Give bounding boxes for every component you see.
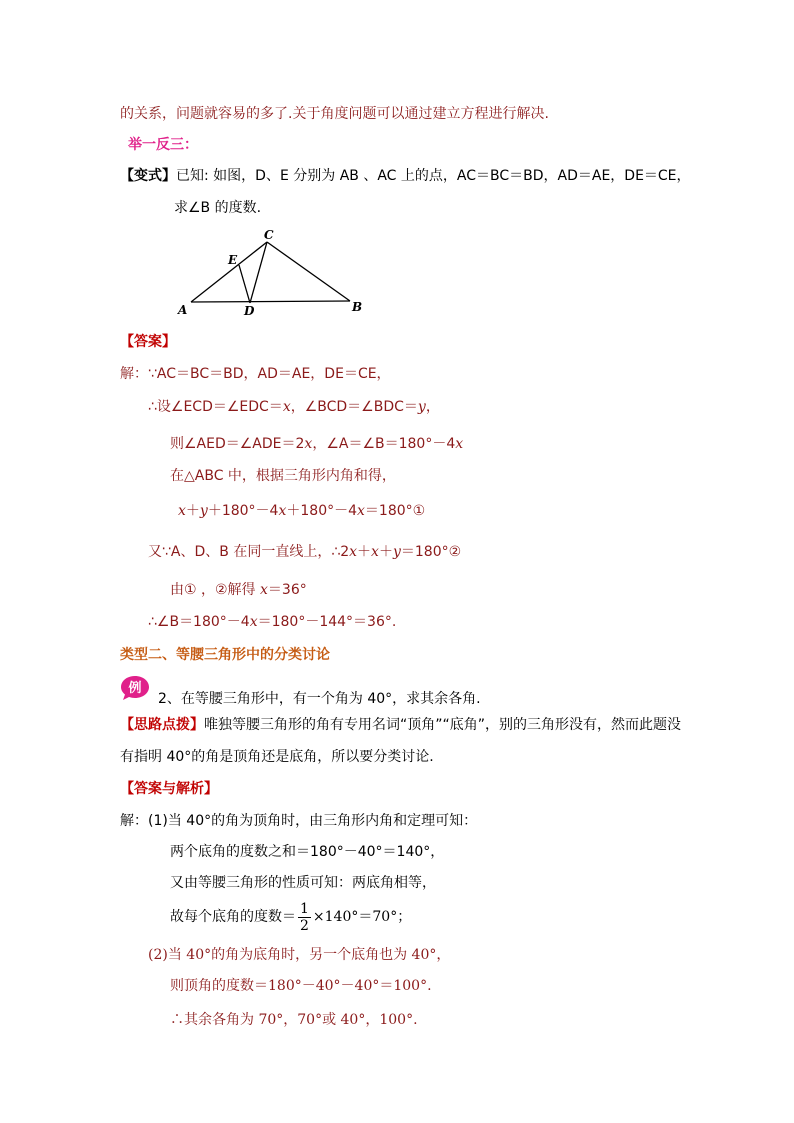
var-x: x (455, 436, 464, 452)
fraction-numerator: 1 (300, 900, 309, 917)
s2-part-c: ， (425, 399, 440, 415)
answer-analysis-label: 【答案与解析】 (120, 781, 218, 797)
var-y: y (199, 503, 208, 519)
label-D: D (244, 304, 255, 318)
eq1-part-d: ＝180°① (364, 503, 426, 519)
analysis-line-3: 又由等腰三角形的性质可知：两底角相等， (170, 875, 436, 891)
variant-problem (120, 166, 691, 186)
s7-part-a: 由① ，②解得 (170, 582, 256, 598)
label-B: B (352, 300, 363, 314)
triangle-figure (170, 226, 370, 321)
hint-line-2: 有指明 40°的角是顶角还是底角，所以要分类讨论. (120, 749, 434, 765)
s8-part-b: ＝180°－144°＝36°. (257, 614, 397, 630)
segment-BC (267, 242, 350, 301)
s8-part-a: ∴∠B＝180°－4 (148, 614, 250, 630)
label-E: E (228, 253, 238, 267)
var-x: x (260, 582, 268, 598)
eq2-part-d: ＝180°② (400, 544, 462, 560)
eq1-plus: ＋ (185, 503, 200, 519)
example-badge-icon (120, 675, 150, 701)
eq2-part-a: 又∵A、D、B 在同一直线上，∴2 (148, 544, 350, 560)
analysis-line-5: (2)当 40°的角为底角时，另一个底角也为 40°， (148, 947, 451, 963)
segment-ED (239, 265, 250, 303)
text-line-intro: 的关系，问题就容易的多了.关于角度问题可以通过建立方程进行解决. (120, 106, 549, 122)
eq2-plus: ＋ (357, 544, 372, 560)
var-x: x (371, 544, 379, 560)
s2-part-b: ，∠BCD＝∠BDC＝ (290, 399, 418, 415)
s3-part-b: ，∠A＝∠B＝180°－4 (312, 436, 456, 452)
solution-line-2 (148, 397, 440, 417)
analysis-line-4 (170, 900, 411, 934)
var-x: x (278, 503, 287, 519)
label-A: A (178, 303, 188, 317)
s2-part-a: ∴设∠ECD＝∠EDC＝ (148, 399, 283, 415)
var-x: x (249, 614, 258, 630)
solution-line-7 (170, 580, 307, 600)
solution-line-4: 在△ABC 中，根据三角形内角和得， (170, 468, 396, 484)
s3-part-a: 则∠AED＝∠ADE＝2 (170, 436, 305, 452)
s7-part-b: ＝36° (267, 582, 307, 598)
segment-AC (191, 242, 267, 302)
analysis-line-7: ∴其余各角为 70°，70°或 40°，100°. (170, 1012, 418, 1028)
var-x: x (304, 436, 313, 452)
analysis-line-6: 则顶角的度数＝180°－40°－40°＝100°. (170, 978, 432, 994)
analysis-line-1: 解：(1)当 40°的角为顶角时，由三角形内角和定理可知： (120, 813, 478, 829)
equation-2 (148, 542, 461, 562)
variant-label: 【变式】 (120, 168, 176, 184)
solution-line-8 (148, 612, 396, 632)
a4-part-b: ×140°＝70°； (312, 909, 412, 925)
var-x: x (349, 544, 358, 560)
section-heading-type2: 类型二、等腰三角形中的分类讨论 (120, 647, 330, 663)
heading-ju-yi-fan-san: 举一反三： (128, 137, 198, 153)
hint-label: 【思路点拨】 (120, 717, 204, 733)
var-y: y (392, 544, 401, 560)
a4-part-a: 故每个底角的度数＝ (170, 909, 296, 925)
var-x: x (178, 503, 186, 519)
solution-line-1: 解：∵AC＝BC＝BD，AD＝AE，DE＝CE， (120, 366, 391, 382)
solution-line-3 (170, 434, 463, 454)
fraction-one-half (298, 901, 311, 934)
variant-text: 已知: 如图，D、E 分别为 AB 、AC 上的点，AC＝BC＝BD，AD＝AE，DE＝CE， (176, 168, 691, 184)
equation-1 (178, 501, 425, 521)
eq2-plus: ＋ (378, 544, 393, 560)
hint-text: 唯独等腰三角形的角有专用名词“顶角”“底角”，别的三角形没有，然而此题没 (204, 717, 682, 733)
var-y: y (417, 399, 426, 415)
var-x: x (282, 399, 291, 415)
var-x: x (357, 503, 365, 519)
hint-line-1 (120, 715, 681, 735)
answer-label: 【答案】 (120, 334, 176, 350)
eq1-part-c: ＋180°－4 (286, 503, 358, 519)
label-C: C (264, 228, 274, 242)
segment-CD (250, 242, 267, 303)
example-badge-char: 例 (128, 681, 142, 696)
analysis-line-2: 两个底角的度数之和＝180°－40°＝140°， (170, 844, 445, 860)
fraction-denominator: 2 (300, 917, 309, 934)
eq1-part-b: ＋180°－4 (207, 503, 279, 519)
example-2-text: 2、在等腰三角形中，有一个角为 40°，求其余各角. (158, 691, 481, 707)
segment-AB (191, 301, 350, 302)
variant-question: 求∠B 的度数. (174, 200, 262, 216)
